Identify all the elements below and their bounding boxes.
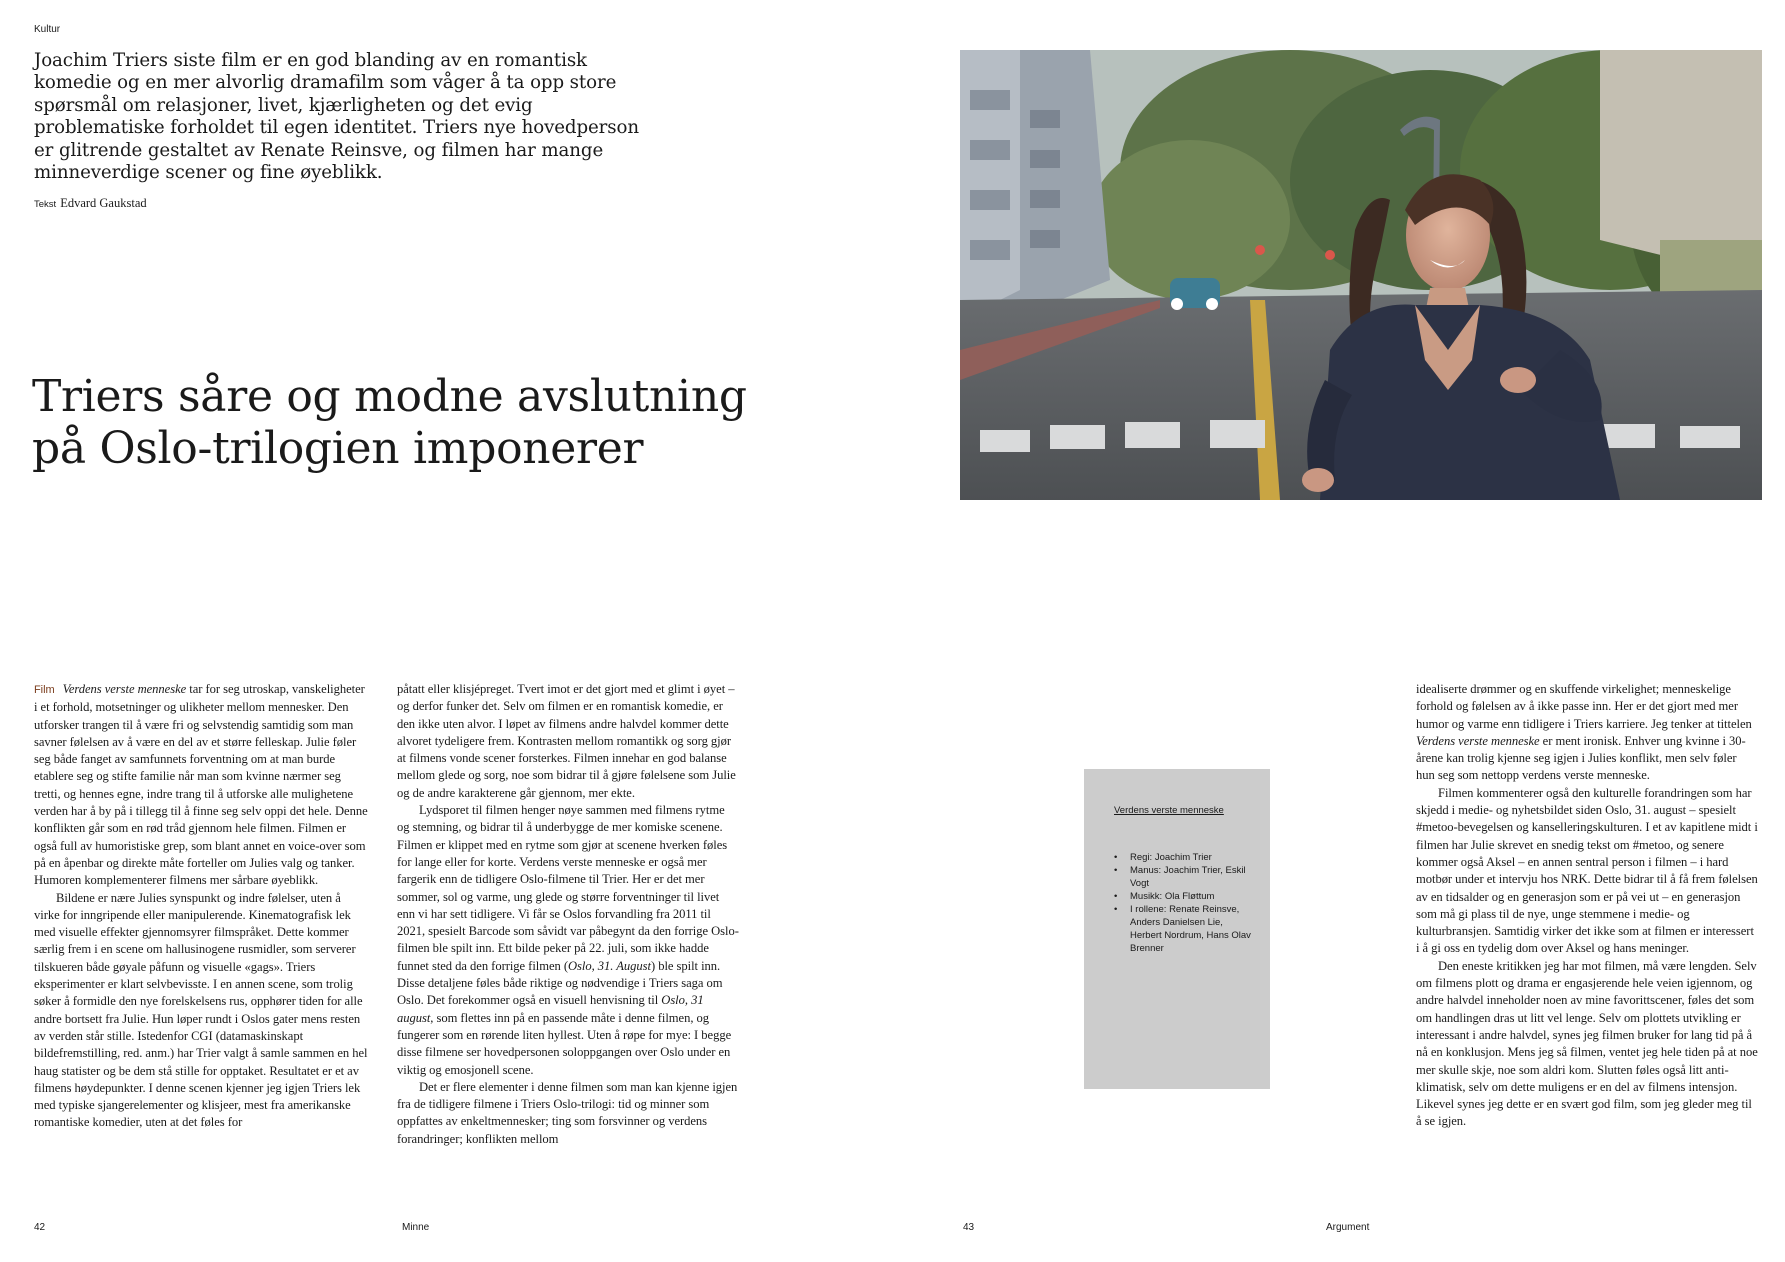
film-title: Verdens verste menneske — [62, 682, 187, 696]
paragraph-text: , som flettes inn på en passende måte i denne filmen, og fungerer som en rørende liten hyllest. Uten å røpe for mye: I begge disse filmene ser hovedpersonen soloppgangen over Oslo under en viktig og emosjonell scene. — [397, 1010, 732, 1077]
article-column-2 — [397, 681, 739, 1148]
paragraph-text: tar for seg utroskap, vanskeligheter i et forhold, motsetninger og ulikheter mellom mennesker. Den utforsker trangen til å være fri og selvstendig samtidig som man savner følelsen av å være en del av et større felleskap. Julie føler seg både fanget av samfunnets forventning om at man burde etablere seg og stifte familie når man som kvinne nærmer seg tretti, og hennes egne, indre trang til å utforske alle mulighetene verden har å by på i tillegg til å finne seg selv oppi det hele. Denne konflikten går som en rød tråd gjennom hele filmen. Filmen er også full av humoristiske grep, som blant annet en voice-over som på en åpenbar og direkte måte forteller om Julies valg og tanker. Humoren komplementerer filmens mer sårbare øyeblikk. — [34, 682, 368, 888]
article-paragraph: Den eneste kritikken jeg har mot filmen, må være lengden. Selv om filmens plott og drama er engasjerende hele veien igjennom, og andre halvdel inneholder noen av mine favorittscener, føles det som om handlingen dras ut litt vel lenge. Selv om plottets utvikling er interessant i andre halvdel, synes jeg filmen bruker for lang tid på å nå en konklusjon. Mens jeg så filmen, ventet jeg hele tiden på at noe mer skulle skje, noe som aldri kom. Slutten føles også litt anti-klimatisk, selv om dette muligens er en del av filmens intensjon. Likevel synes jeg dette er en svært god film, som jeg gleder meg til å se igjen. — [1416, 958, 1758, 1129]
fact-box-item: • I rollene: Renate Reinsve, Anders Danielsen Lie, Herbert Nordrum, Hans Olav Brenner — [1114, 903, 1254, 955]
film-still-photo — [960, 50, 1762, 500]
paragraph-text: idealiserte drømmer og en skuffende virkelighet; menneskelige forhold og følelsen av å ikke passe inn. Her er det gjort med mer humor og varme enn tidligere i Triers karriere. Jeg tenker at tittelen — [1416, 682, 1752, 731]
page-number-left: 42 — [34, 1222, 46, 1233]
publication-name-right: Argument — [1326, 1222, 1370, 1233]
article-paragraph: Bildene er nære Julies synspunkt og indre følelser, uten å virke for inngripende eller manipulerende. Kinematografisk lek med visuelle effekter gjennomsyrer filmspråket. Dette kommer særlig frem i en scene om hallusinogene rusmidler, som serverer tilskueren både gøyale påfunn og visuelle «gags». Triers eksperimenter er klart selvbevisste. I en annen scene, som trolig søker å formidle den nye forelskelsens rus, opphører tiden for alle andre bortsett fra Julie. Hun løper rundt i Oslos gater mens resten av verden står stille. Istedenfor CGI (datamaskinskapt bildefremstilling, red. anm.) har Trier valgt å samle sammen en hel haug statister og be dem stå stille for opptaket. Resultatet er et av filmens høydepunkter. I denne scenen kjenner jeg igjen Triers lek med typiske sjangerelementer og klisjeer, mest fra amerikanske romantiske komedier, uten at det føles for — [34, 890, 368, 1130]
fact-box-item: • Musikk: Ola Fløttum — [1114, 890, 1254, 903]
article-paragraph: Det er flere elementer i denne filmen som man kan kjenne igjen fra de tidligere filmene i Triers Oslo-trilogi: tid og minner som oppfattes av enkeltmennesker; ting som forsvinner og verdens forandringer; konflikten mellom — [397, 1079, 738, 1146]
article-paragraph — [397, 802, 739, 1079]
article-paragraph: påtatt eller klisjépreget. Tvert imot er det gjort med et glimt i øyet – og derfor funker det. Selv om filmen er en romantisk komedie, er den ikke uten alvor. I løpet av filmens andre halvdel kommer dette alvoret tydeligere frem. Kontrasten mellom romantikk og sorg gjør at filmens vonde scener forsterkes. Filmen innehar en god balanse mellom glede og sorg, noe som bidrar til å gjøre følelsene som Julie og de andre karakterene går gjennom, mer ekte. — [397, 682, 736, 800]
film-title: Oslo, 31. August — [568, 958, 651, 973]
publication-name-left: Minne — [402, 1222, 430, 1233]
section-label: Kultur — [34, 24, 61, 35]
paragraph-text: er ment ironisk. Enhver ung kvinne i 30-årene kan trolig kjenne seg igjen i Julies konflikt, men selv føler hun seg som nettopp verdens verste menneske. — [1416, 733, 1746, 783]
fact-box-list — [1114, 851, 1254, 955]
article-column-3 — [1416, 681, 1758, 1131]
byline — [34, 196, 147, 211]
film-title: Oslo, 31 august — [397, 993, 704, 1025]
article-paragraph: Filmen kommenterer også den kulturelle forandringen som har skjedd i medie- og nyhetsbildet siden Oslo, 31. august – spesielt #metoo-bevegelsen og kanselleringskulturen. I et av kapitlene midt i filmen har Julie skrevet en snedig tekst om #metoo, og senere kommer også Aksel – en annen sentral person i filmen – i hard motbør under et intervju hos NRK. Dette bidrar til å få frem følelsen av en tidsalder og en generasjon som er på vei ut – en generasjon som må gi plass til de nye, unge stemmene i medie- og kulturbransjen. Samtidig virker det ikke som at filmen er interessert i å gi oss en tydelig dom over Aksel og hans meninger. — [1416, 785, 1758, 956]
article-headline: Triers såre og modne avslutning på Oslo-trilogien imponerer — [32, 371, 747, 474]
fact-box-item: • Regi: Joachim Trier — [1114, 851, 1254, 864]
byline-author: Edvard Gaukstad — [60, 196, 147, 210]
article-column-1 — [34, 681, 368, 1132]
fact-box-title: Verdens verste menneske — [1114, 805, 1224, 816]
category-tag: Film — [34, 684, 55, 696]
lead-paragraph: Joachim Triers siste film er en god blanding av en romantisk komedie og en mer alvorlig dramafilm som våger å ta opp store spørsmål om relasjoner, livet, kjærligheten og det evig problematiske forholdet til egen identitet. Triers nye hovedperson er glitrende gestaltet av Renate Reinsve, og filmen har mange minneverdige scener og fine øyeblikk. — [34, 50, 639, 184]
page-number-right: 43 — [963, 1222, 975, 1233]
byline-label: Tekst — [34, 199, 57, 210]
paragraph-text: Lydsporet til filmen henger nøye sammen med filmens rytme og stemning, og bidrar til å underbygge de mer komiske scenene. Filmen er klippet med en rytme som gjør at scenene hverken føles for lange eller for korte. Verdens verste menneske er også mer fargerik enn de tidligere Oslo-filmene til Trier. Her er det mer sommer, sol og varme, ung glede og større forventninger til livet enn vi har sett tidligere. Vi får se Oslos forvandling fra 2011 til 2021, spesielt Barcode som såvidt var påbegynt da den forrige Oslo-filmen ble spilt inn. Ett bilde peker på 22. juli, som ikke hadde funnet sted da den forrige filmen ( — [397, 803, 739, 973]
article-paragraph — [1416, 681, 1758, 785]
fact-box-item: • Manus: Joachim Trier, Eskil Vogt — [1114, 864, 1254, 890]
film-title: Verdens verste menneske — [1416, 733, 1540, 748]
article-paragraph — [34, 681, 368, 890]
paragraph-text: ) ble spilt inn. Disse detaljene føles både riktige og nødvendige i Triers saga om Oslo. Det forekommer også en visuell henvisning til — [397, 958, 723, 1008]
fact-box — [1084, 769, 1270, 1089]
